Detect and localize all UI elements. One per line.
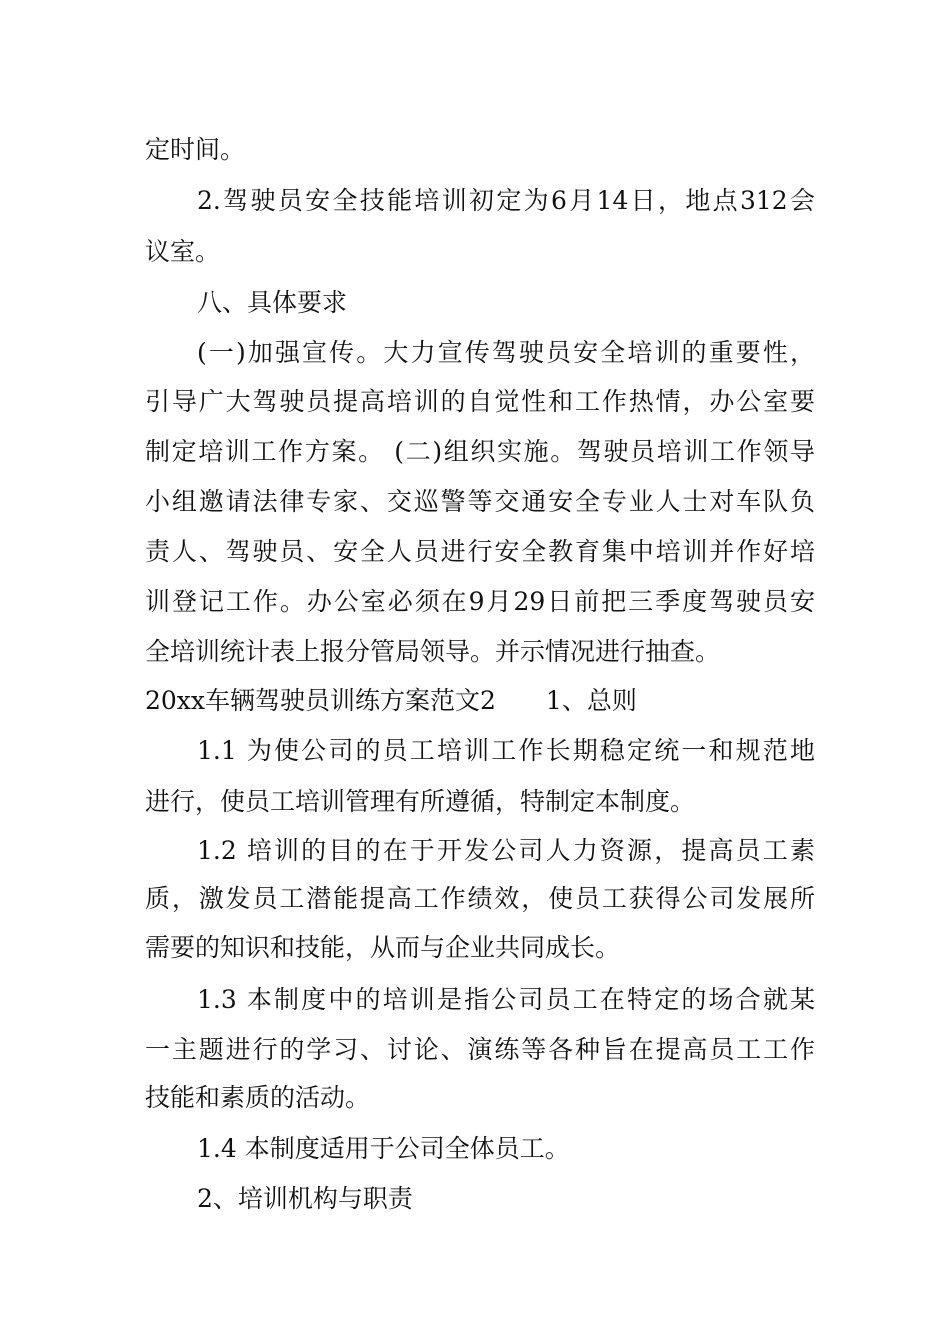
text-line: 引导广大驾驶员提高培训的自觉性和工作热情，办公室要	[145, 387, 815, 416]
text-line: 定时间。	[145, 135, 246, 164]
text-line: 技能和素质的活动。	[145, 1083, 371, 1112]
text-line: 1.4 本制度适用于公司全体员工。	[197, 1134, 570, 1163]
text-line: 训登记工作。办公室必须在9月29日前把三季度驾驶员安	[145, 587, 815, 616]
text-line: 全培训统计表上报分管局领导。并示情况进行抽查。	[145, 637, 721, 666]
text-line: 1.3 本制度中的培训是指公司员工在特定的场合就某	[197, 985, 815, 1014]
text-line: 进行，使员工培训管理有所遵循，特制定本制度。	[145, 787, 696, 816]
text-line: 责人、驾驶员、安全人员进行安全教育集中培训并作好培	[145, 537, 815, 566]
text-line: 议室。	[145, 237, 221, 266]
text-line: 一主题进行的学习、讨论、演练等各种旨在提高员工工作	[145, 1035, 815, 1064]
section-heading: 八、具体要求	[197, 288, 348, 317]
section-heading: 20xx车辆驾驶员训练方案范文2 1、总则	[145, 686, 637, 715]
text-line: 质，激发员工潜能提高工作绩效，使员工获得公司发展所	[145, 884, 815, 913]
text-line: 2.驾驶员安全技能培训初定为6月14日，地点312会	[197, 186, 815, 215]
text-line: 小组邀请法律专家、交巡警等交通安全专业人士对车队负	[145, 487, 815, 516]
section-heading: 2、培训机构与职责	[197, 1184, 413, 1213]
text-line: 制定培训工作方案。 (二)组织实施。驾驶员培训工作领导	[145, 437, 815, 466]
text-line: (一)加强宣传。大力宣传驾驶员安全培训的重要性，	[197, 338, 815, 367]
text-line: 1.1 为使公司的员工培训工作长期稳定统一和规范地	[197, 736, 815, 765]
text-line: 需要的知识和技能，从而与企业共同成长。	[145, 933, 621, 962]
text-line: 1.2 培训的目的在于开发公司人力资源，提高员工素	[197, 836, 815, 865]
